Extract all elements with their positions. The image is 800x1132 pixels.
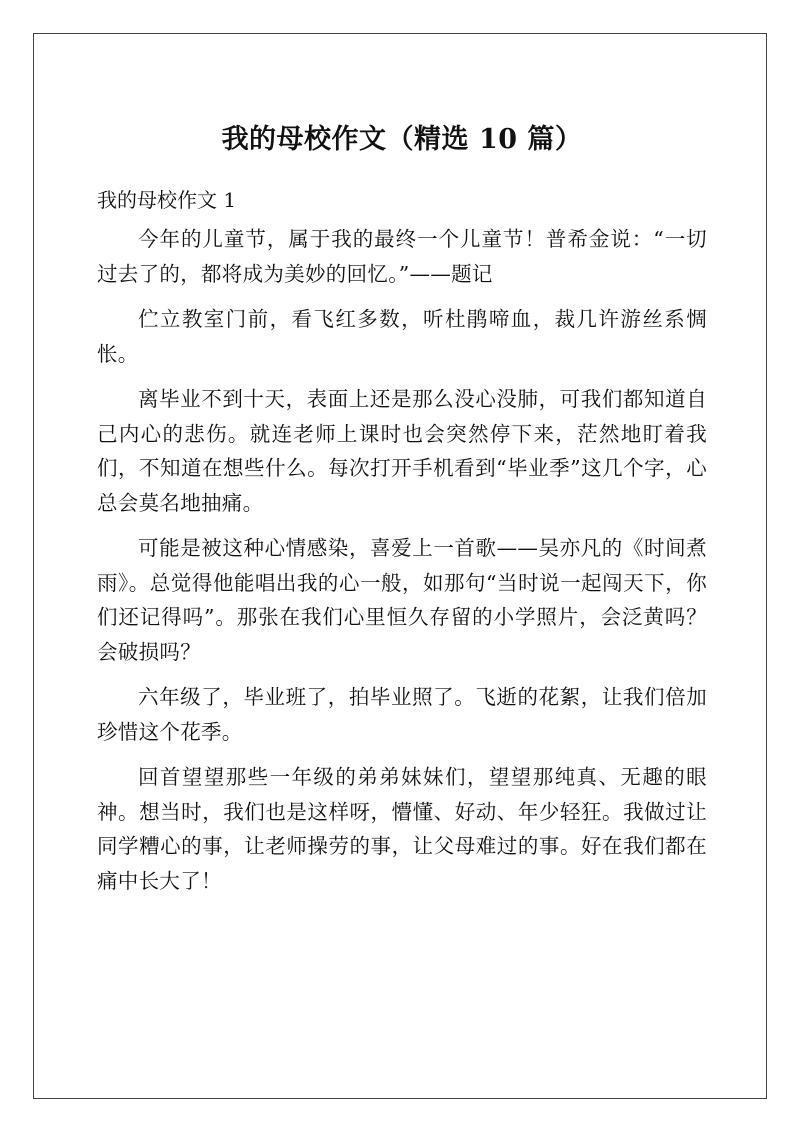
- document-title: 我的母校作文（精选 10 篇）: [221, 124, 583, 155]
- section-heading: 我的母校作文 1: [97, 188, 237, 212]
- paragraph-2: 伫立教室门前，看飞红多数，听杜鹃啼血，裁几许游丝系惆怅。: [97, 307, 707, 366]
- document-body: [97, 110, 707, 909]
- paragraph-5: 六年级了，毕业班了，拍毕业照了。飞逝的花絮，让我们倍加珍惜这个花季。: [97, 685, 707, 744]
- paragraph-3: 离毕业不到十天，表面上还是那么没心没肺，可我们都知道自己内心的悲伤。就连老师上课时也会突然停下来，茫然地盯着我们，不知道在想些什么。每次打开手机看到“毕业季”这几个字，心总会莫名地抽痛。: [97, 387, 707, 515]
- paragraph-4: 可能是被这种心情感染，喜爱上一首歌——吴亦凡的《时间煮雨》。总觉得他能唱出我的心一般，如那句“当时说一起闯天下，你们还记得吗”。那张在我们心里恒久存留的小学照片，会泛黄吗？会破损吗？: [97, 536, 707, 664]
- paragraph-6: 回首望望那些一年级的弟弟妹妹们，望望那纯真、无趣的眼神。想当时，我们也是这样呀，懵懂、好动、年少轻狂。我做过让同学糟心的事，让老师操劳的事，让父母难过的事。好在我们都在痛中长大了！: [97, 765, 707, 893]
- paragraph-1: 今年的儿童节，属于我的最终一个儿童节！普希金说：“一切过去了的，都将成为美妙的回忆。”——题记: [97, 227, 707, 286]
